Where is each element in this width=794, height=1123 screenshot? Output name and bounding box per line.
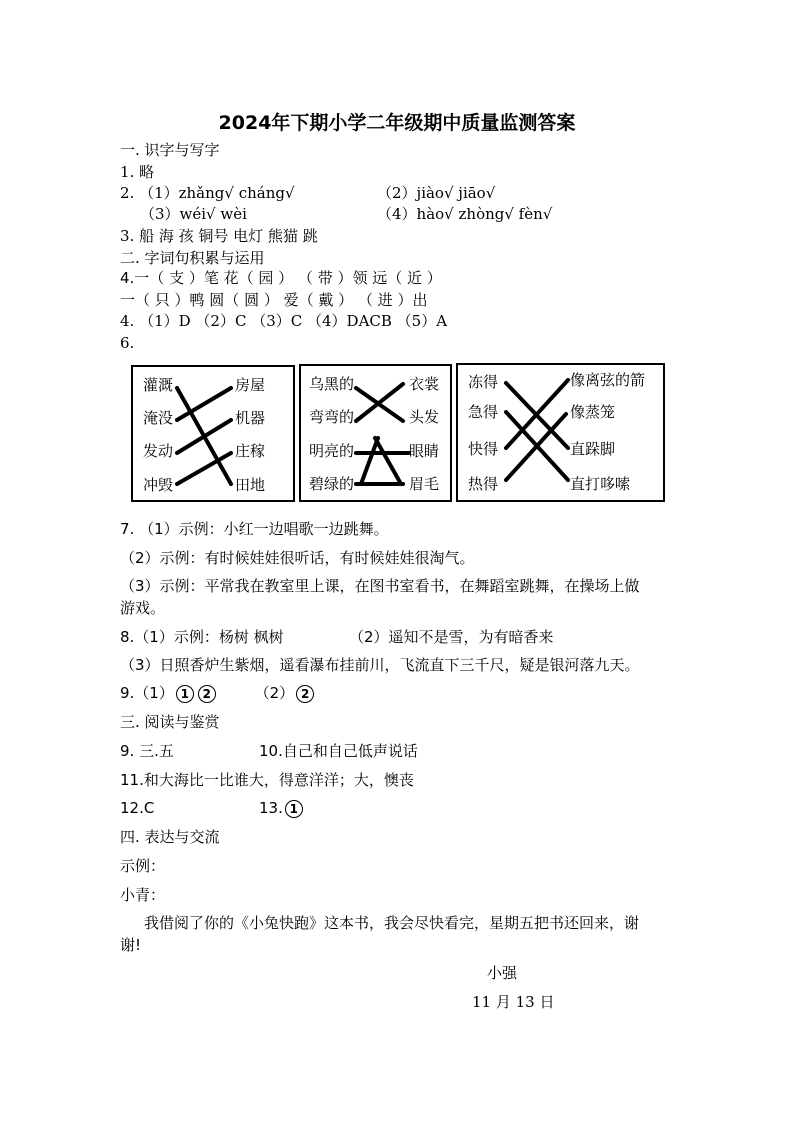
answer-r12: 12.C bbox=[120, 799, 155, 817]
answer-r13 bbox=[259, 798, 305, 818]
match1-right-3: 庄稼 bbox=[235, 442, 266, 460]
example-label: 示例： bbox=[120, 857, 166, 875]
answer-q2-part2: （2）jiào√ jiāo√ bbox=[377, 184, 496, 202]
answer-q7-1: 7. （1）示例：小红一边唱歌一边跳舞。 bbox=[120, 520, 389, 538]
circled-number-3: 2 bbox=[296, 685, 314, 703]
answer-q8-1: 8.（1）示例：杨树 枫树 bbox=[120, 628, 284, 646]
answer-q8-3: （3）日照香炉生紫烟，遥看瀑布挂前川，飞流直下三千尺，疑是银河落九天。 bbox=[120, 656, 640, 674]
letter-signature: 小强 bbox=[487, 964, 518, 982]
answer-r9: 9. 三.五 bbox=[120, 742, 174, 760]
answer-q7-3-line1: （3）示例：平常我在教室里上课，在图书室看书，在舞蹈室跳舞，在操场上做 bbox=[120, 577, 640, 595]
answer-q2-part1: 2. （1）zhǎng√ cháng√ bbox=[120, 184, 295, 202]
match1-left-1: 灌溉 bbox=[143, 376, 174, 394]
letter-greeting: 小青： bbox=[120, 886, 166, 904]
match2-left-4: 碧绿的 bbox=[309, 475, 355, 493]
answer-r11: 11.和大海比一比谁大，得意洋洋；大，懊丧 bbox=[120, 771, 414, 789]
answer-q1: 1. 略 bbox=[120, 163, 155, 181]
page-title: 2024年下期小学二年级期中质量监测答案 bbox=[218, 112, 576, 134]
match2-right-4: 眉毛 bbox=[409, 475, 440, 493]
section-heading-1: 一. 识字与写字 bbox=[120, 141, 220, 159]
answer-q2-part4: （4）hào√ zhòng√ fèn√ bbox=[377, 205, 553, 223]
match2-right-1: 衣裳 bbox=[409, 375, 440, 393]
q9-part2: （2） bbox=[254, 684, 295, 702]
match3-right-2: 像蒸笼 bbox=[570, 403, 616, 421]
circled-number-2: 2 bbox=[198, 685, 216, 703]
section-heading-2: 二. 字词句积累与运用 bbox=[120, 249, 265, 267]
answer-q4-choices: 4. （1）D （2）C （3）C （4）DACB （5）A bbox=[120, 312, 448, 330]
match2-left-2: 弯弯的 bbox=[309, 408, 355, 426]
match2-left-3: 明亮的 bbox=[309, 442, 355, 460]
match2-left-1: 乌黑的 bbox=[309, 375, 355, 393]
matching-box-1 bbox=[131, 365, 295, 502]
circled-number-1: 1 bbox=[176, 685, 194, 703]
match1-left-2: 淹没 bbox=[143, 409, 174, 427]
answer-r10: 10.自己和自己低声说话 bbox=[259, 742, 418, 760]
circled-number-r13: 1 bbox=[285, 800, 303, 818]
match3-right-4: 直打哆嗦 bbox=[570, 475, 631, 493]
match1-right-4: 田地 bbox=[235, 476, 266, 494]
match3-right-1: 像离弦的箭 bbox=[570, 371, 646, 389]
answer-q7-3-line2: 游戏。 bbox=[120, 599, 166, 617]
match3-right-3: 直跺脚 bbox=[570, 440, 616, 458]
answer-q8-2: （2）遥知不是雪，为有暗香来 bbox=[349, 628, 554, 646]
letter-date: 11 月 13 日 bbox=[472, 993, 555, 1011]
match1-left-4: 冲毁 bbox=[143, 476, 174, 494]
match1-left-3: 发动 bbox=[143, 442, 174, 460]
answer-q3: 3. 船 海 孩 铜号 电灯 熊猫 跳 bbox=[120, 227, 318, 245]
match2-right-2: 头发 bbox=[409, 408, 440, 426]
matching-box-3 bbox=[456, 363, 665, 502]
match1-right-2: 机器 bbox=[235, 409, 266, 427]
answer-q2-part3: （3）wéi√ wèi bbox=[140, 205, 247, 223]
match2-right-3: 眼睛 bbox=[409, 442, 440, 460]
answer-q9 bbox=[120, 683, 316, 703]
answer-q4-row1: 4.一（ 支 ）笔 花（ 园 ） （ 带 ）领 远（ 近 ） bbox=[120, 269, 442, 287]
section-heading-4: 四. 表达与交流 bbox=[120, 828, 220, 846]
match3-left-4: 热得 bbox=[468, 475, 499, 493]
letter-body-line1: 我借阅了你的《小兔快跑》这本书，我会尽快看完，星期五把书还回来，谢 bbox=[144, 914, 640, 932]
r13-prefix: 13. bbox=[259, 799, 283, 817]
match1-right-1: 房屋 bbox=[235, 376, 266, 394]
section-heading-3: 三. 阅读与鉴赏 bbox=[120, 713, 220, 731]
match3-left-3: 快得 bbox=[468, 440, 499, 458]
answer-q7-2: （2）示例：有时候娃娃很听话，有时候娃娃很淘气。 bbox=[120, 549, 475, 567]
matching-box-2 bbox=[299, 364, 452, 502]
answer-q4-row2: 一（ 只 ）鸭 圆（ 圆 ） 爱（ 戴 ） （ 进 ）出 bbox=[120, 291, 428, 309]
match3-left-1: 冻得 bbox=[468, 373, 499, 391]
q9-prefix: 9.（1） bbox=[120, 684, 174, 702]
match3-left-2: 急得 bbox=[468, 403, 499, 421]
answer-q6-label: 6. bbox=[120, 334, 135, 352]
letter-body-line2: 谢! bbox=[120, 936, 142, 954]
